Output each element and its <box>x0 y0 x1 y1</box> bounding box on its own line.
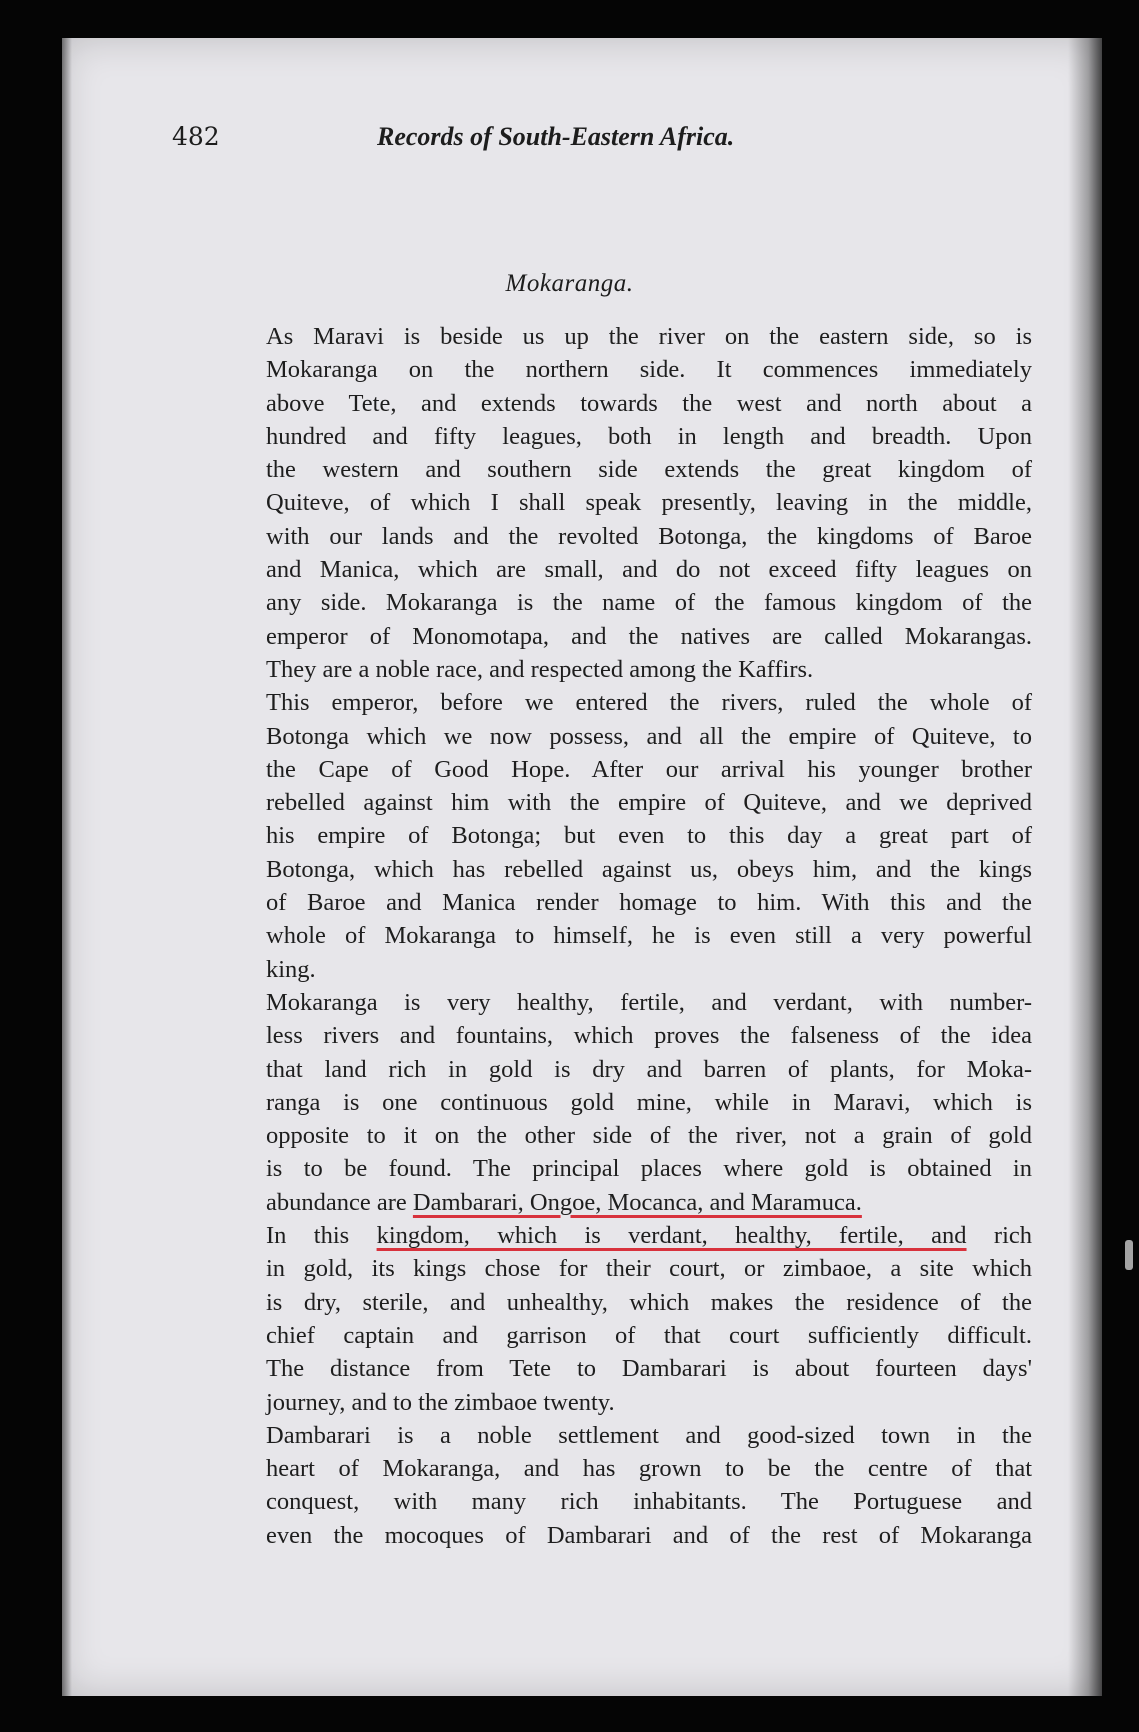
text-line: The distance from Tete to Dambarari is about fourteen days' <box>266 1355 1032 1383</box>
text-line: with our lands and the revolted Botonga, the kingdoms of Baroe <box>266 522 1032 550</box>
text-line: above Tete, and extends towards the west and north about a <box>266 389 1032 417</box>
text-line: This emperor, before we entered the rivers, ruled the whole of <box>266 689 1032 717</box>
paragraph <box>236 320 1032 686</box>
text-line: is dry, sterile, and unhealthy, which makes the residence of the <box>266 1288 1032 1316</box>
text-line: They are a noble race, and respected among the Kaffirs. <box>266 655 814 683</box>
text-line: in gold, its kings chose for their court, or zimbaoe, a site which <box>266 1255 1032 1283</box>
text-line: emperor of Monomotapa, and the natives are called Mokarangas. <box>266 622 1032 650</box>
text-line: Botonga which we now possess, and all the empire of Quiteve, to <box>266 722 1032 750</box>
body-text <box>236 320 1032 1552</box>
text-line: Mokaranga is very healthy, fertile, and verdant, with number- <box>266 988 1032 1016</box>
text-line: king. <box>266 955 316 983</box>
paragraph <box>236 1419 1032 1552</box>
text-line-with-annotation <box>236 1186 1032 1219</box>
text-line-with-annotation <box>236 1219 1032 1252</box>
text-line: whole of Mokaranga to himself, he is even still a very powerful <box>266 922 1032 950</box>
paragraph <box>236 686 1032 986</box>
line-text-after: rich <box>966 1222 1032 1250</box>
text-line: Dambarari is a noble settlement and good-sized town in the <box>266 1421 1032 1449</box>
paragraph <box>236 986 1032 1219</box>
page-edge-mark <box>1125 1240 1133 1270</box>
text-line: ranga is one continuous gold mine, while in Maravi, which is <box>266 1088 1032 1116</box>
section-heading: Mokaranga. <box>505 270 634 297</box>
text-line: opposite to it on the other side of the river, not a grain of gold <box>266 1122 1032 1150</box>
running-title: Records of South-Eastern Africa. <box>377 122 735 151</box>
text-line: Botonga, which has rebelled against us, obeys him, and the kings <box>266 855 1032 883</box>
line-text-before: abundance are <box>266 1188 413 1216</box>
text-line: less rivers and fountains, which proves the falseness of the idea <box>266 1022 1032 1050</box>
line-text-before: In this <box>266 1222 377 1250</box>
text-line: rebelled against him with the empire of Quiteve, and we deprived <box>266 789 1032 817</box>
text-line: any side. Mokaranga is the name of the famous kingdom of the <box>266 589 1032 617</box>
paragraph <box>236 1219 1032 1419</box>
text-line: and Manica, which are small, and do not exceed fifty leagues on <box>266 556 1032 584</box>
text-line: his empire of Botonga; but even to this day a great part of <box>266 822 1032 850</box>
text-line: is to be found. The principal places where gold is obtained in <box>266 1155 1032 1183</box>
text-line: As Maravi is beside us up the river on the eastern side, so is <box>266 323 1032 350</box>
text-line: Mokaranga on the northern side. It commences immediately <box>266 356 1032 384</box>
text-line: of Baroe and Manica render homage to him. With this and the <box>266 889 1032 917</box>
text-line: chief captain and garrison of that court sufficiently difficult. <box>266 1321 1032 1349</box>
red-underlined-text: kingdom, which is verdant, healthy, fertile, and <box>376 1222 967 1250</box>
text-line: Quiteve, of which I shall speak presently, leaving in the middle, <box>266 489 1032 517</box>
text-line: the Cape of Good Hope. After our arrival his younger brother <box>266 755 1032 783</box>
text-line: heart of Mokaranga, and has grown to be the centre of that <box>266 1455 1032 1483</box>
red-underlined-text: Dambarari, Ongoe, Mocanca, and Maramuca. <box>412 1188 862 1216</box>
text-line: journey, and to the zimbaoe twenty. <box>266 1388 615 1416</box>
text-line: the western and southern side extends the great kingdom of <box>266 456 1032 484</box>
page-number: 482 <box>172 122 220 151</box>
text-line: even the mocoques of Dambarari and of the rest of Mokaranga <box>266 1521 1032 1549</box>
text-line: conquest, with many rich inhabitants. The Portuguese and <box>266 1488 1032 1516</box>
text-line: that land rich in gold is dry and barren of plants, for Moka- <box>266 1055 1032 1083</box>
text-line: hundred and fifty leagues, both in length and breadth. Upon <box>266 422 1032 450</box>
page-header <box>172 122 852 162</box>
